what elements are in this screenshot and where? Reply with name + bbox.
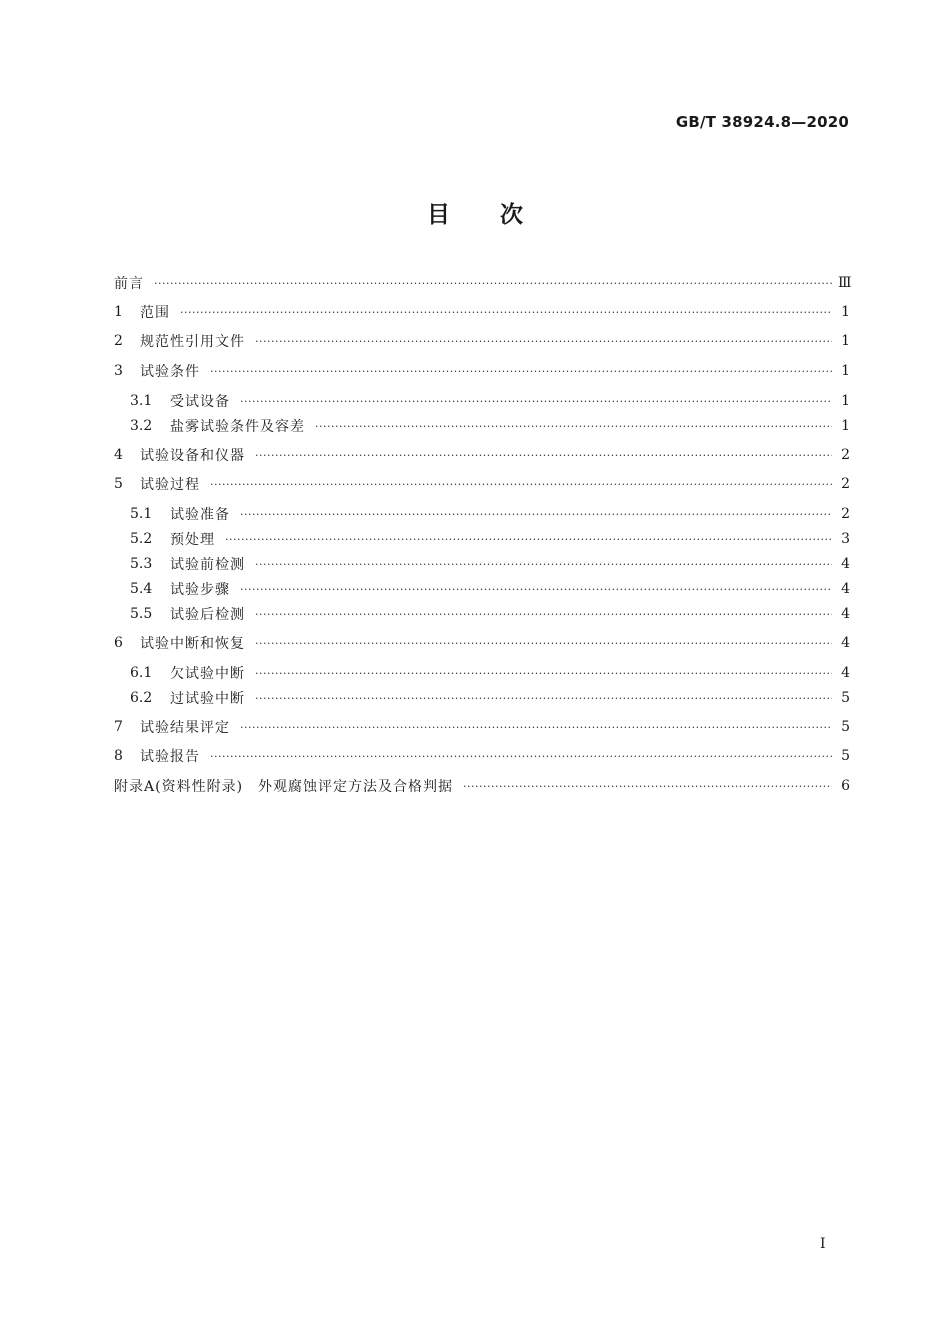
toc-entry-label: 过试验中断	[170, 691, 245, 707]
page-folio: Ⅰ	[820, 1236, 826, 1252]
toc-entry-page: 1	[841, 304, 850, 320]
toc-title-part2: 次	[500, 202, 523, 228]
toc-entry-label: 试验条件	[140, 364, 200, 380]
toc-entry-page: 5	[841, 719, 850, 735]
toc-entry[interactable]	[114, 301, 850, 323]
toc-entry[interactable]	[114, 775, 850, 797]
toc-entry-page: 2	[841, 506, 850, 522]
toc-entry[interactable]	[130, 603, 850, 625]
toc-entry-page: 6	[841, 778, 850, 794]
toc-leader-dots	[210, 750, 832, 763]
toc-entry-label: 试验后检测	[170, 607, 245, 623]
toc-entry-page: 5	[841, 690, 850, 706]
toc-leader-dots	[255, 335, 832, 348]
toc-leader-dots	[240, 508, 832, 521]
toc-leader-dots	[255, 449, 832, 462]
toc-entry-label: 试验步骤	[170, 582, 230, 598]
toc-leader-dots	[154, 277, 832, 290]
toc-entry-page: 4	[841, 665, 850, 681]
toc-entry-number: 7	[114, 719, 123, 735]
toc-entry[interactable]	[130, 578, 850, 600]
toc-entry-label: 试验准备	[170, 507, 230, 523]
toc-entry-number: 5.5	[130, 606, 153, 622]
toc-entry-page: 2	[841, 476, 850, 492]
toc-entry-label: 规范性引用文件	[140, 334, 245, 350]
toc-entry[interactable]	[130, 390, 850, 412]
toc-entry-label: 试验中断和恢复	[140, 636, 245, 652]
toc-leader-dots	[225, 533, 832, 546]
toc-leader-dots	[255, 637, 832, 650]
toc-entry-number: 1	[114, 304, 123, 320]
toc-entry[interactable]	[114, 330, 850, 352]
toc-entry-label: 范围	[140, 305, 170, 321]
toc-entry-page: 1	[841, 393, 850, 409]
toc-leader-dots	[255, 692, 832, 705]
toc-entry-page: 1	[841, 418, 850, 434]
toc-entry[interactable]	[130, 415, 850, 437]
toc-entry-number: 6.2	[130, 690, 153, 706]
toc-entry-label: 欠试验中断	[170, 666, 245, 682]
toc-entry-number: 6.1	[130, 665, 153, 681]
standard-number: GB/T 38924.8—2020	[675, 113, 849, 131]
toc-entry[interactable]	[114, 272, 850, 294]
toc-entry-page: 4	[841, 635, 850, 651]
toc-leader-dots	[255, 608, 832, 621]
toc-entry-number: 5.1	[130, 506, 153, 522]
toc-entry-label: 附录A(资料性附录) 外观腐蚀评定方法及合格判据	[114, 779, 454, 795]
toc-entry-label: 试验前检测	[170, 557, 245, 573]
toc-entry[interactable]	[114, 745, 850, 767]
toc-entry-page: 1	[841, 333, 850, 349]
toc-entry-label: 预处理	[170, 532, 215, 548]
toc-entry[interactable]	[130, 687, 850, 709]
toc-leader-dots	[210, 478, 832, 491]
toc-leader-dots	[240, 721, 832, 734]
toc-entry-number: 6	[114, 635, 123, 651]
toc-entry-number: 4	[114, 447, 123, 463]
toc-entry-page: 4	[841, 606, 850, 622]
toc-leader-dots	[240, 395, 832, 408]
toc-entry-number: 5.2	[130, 531, 153, 547]
toc-leader-dots	[463, 780, 832, 793]
toc-entry-number: 3.1	[130, 393, 153, 409]
toc-entry[interactable]	[114, 473, 850, 495]
toc-entry-page: 4	[841, 556, 850, 572]
toc-leader-dots	[180, 306, 832, 319]
toc-entry[interactable]	[130, 503, 850, 525]
toc-entry-number: 5.4	[130, 581, 153, 597]
toc-entry-page: Ⅲ	[838, 275, 852, 291]
toc-entry-page: 4	[841, 581, 850, 597]
toc-leader-dots	[315, 420, 832, 433]
toc-leader-dots	[255, 667, 832, 680]
toc-entry-number: 5.3	[130, 556, 153, 572]
toc-entry-label: 试验过程	[140, 477, 200, 493]
toc-entry[interactable]	[114, 632, 850, 654]
toc-leader-dots	[240, 583, 832, 596]
toc-entry-number: 8	[114, 748, 123, 764]
toc-entry-page: 5	[841, 748, 850, 764]
toc-entry[interactable]	[130, 662, 850, 684]
toc-entry[interactable]	[114, 444, 850, 466]
toc-leader-dots	[210, 365, 832, 378]
toc-entry-page: 2	[841, 447, 850, 463]
toc-title	[0, 196, 950, 229]
toc-entry[interactable]	[130, 553, 850, 575]
toc-title-part1: 目	[427, 202, 450, 228]
toc-entry-page: 1	[841, 363, 850, 379]
toc-entry-label: 试验报告	[140, 749, 200, 765]
toc-leader-dots	[255, 558, 832, 571]
toc-entry-label: 试验结果评定	[140, 720, 230, 736]
toc-entry-number: 3.2	[130, 418, 153, 434]
toc-entry-label: 受试设备	[170, 394, 230, 410]
toc-entry[interactable]	[114, 716, 850, 738]
toc-entry-page: 3	[841, 531, 850, 547]
toc-entry[interactable]	[114, 360, 850, 382]
toc-entry-label: 前言	[114, 276, 144, 292]
toc-entry-number: 3	[114, 363, 123, 379]
toc-entry-label: 试验设备和仪器	[140, 448, 245, 464]
toc-entry-label: 盐雾试验条件及容差	[170, 419, 305, 435]
toc-entry-number: 5	[114, 476, 123, 492]
toc-entry[interactable]	[130, 528, 850, 550]
toc-entry-number: 2	[114, 333, 123, 349]
